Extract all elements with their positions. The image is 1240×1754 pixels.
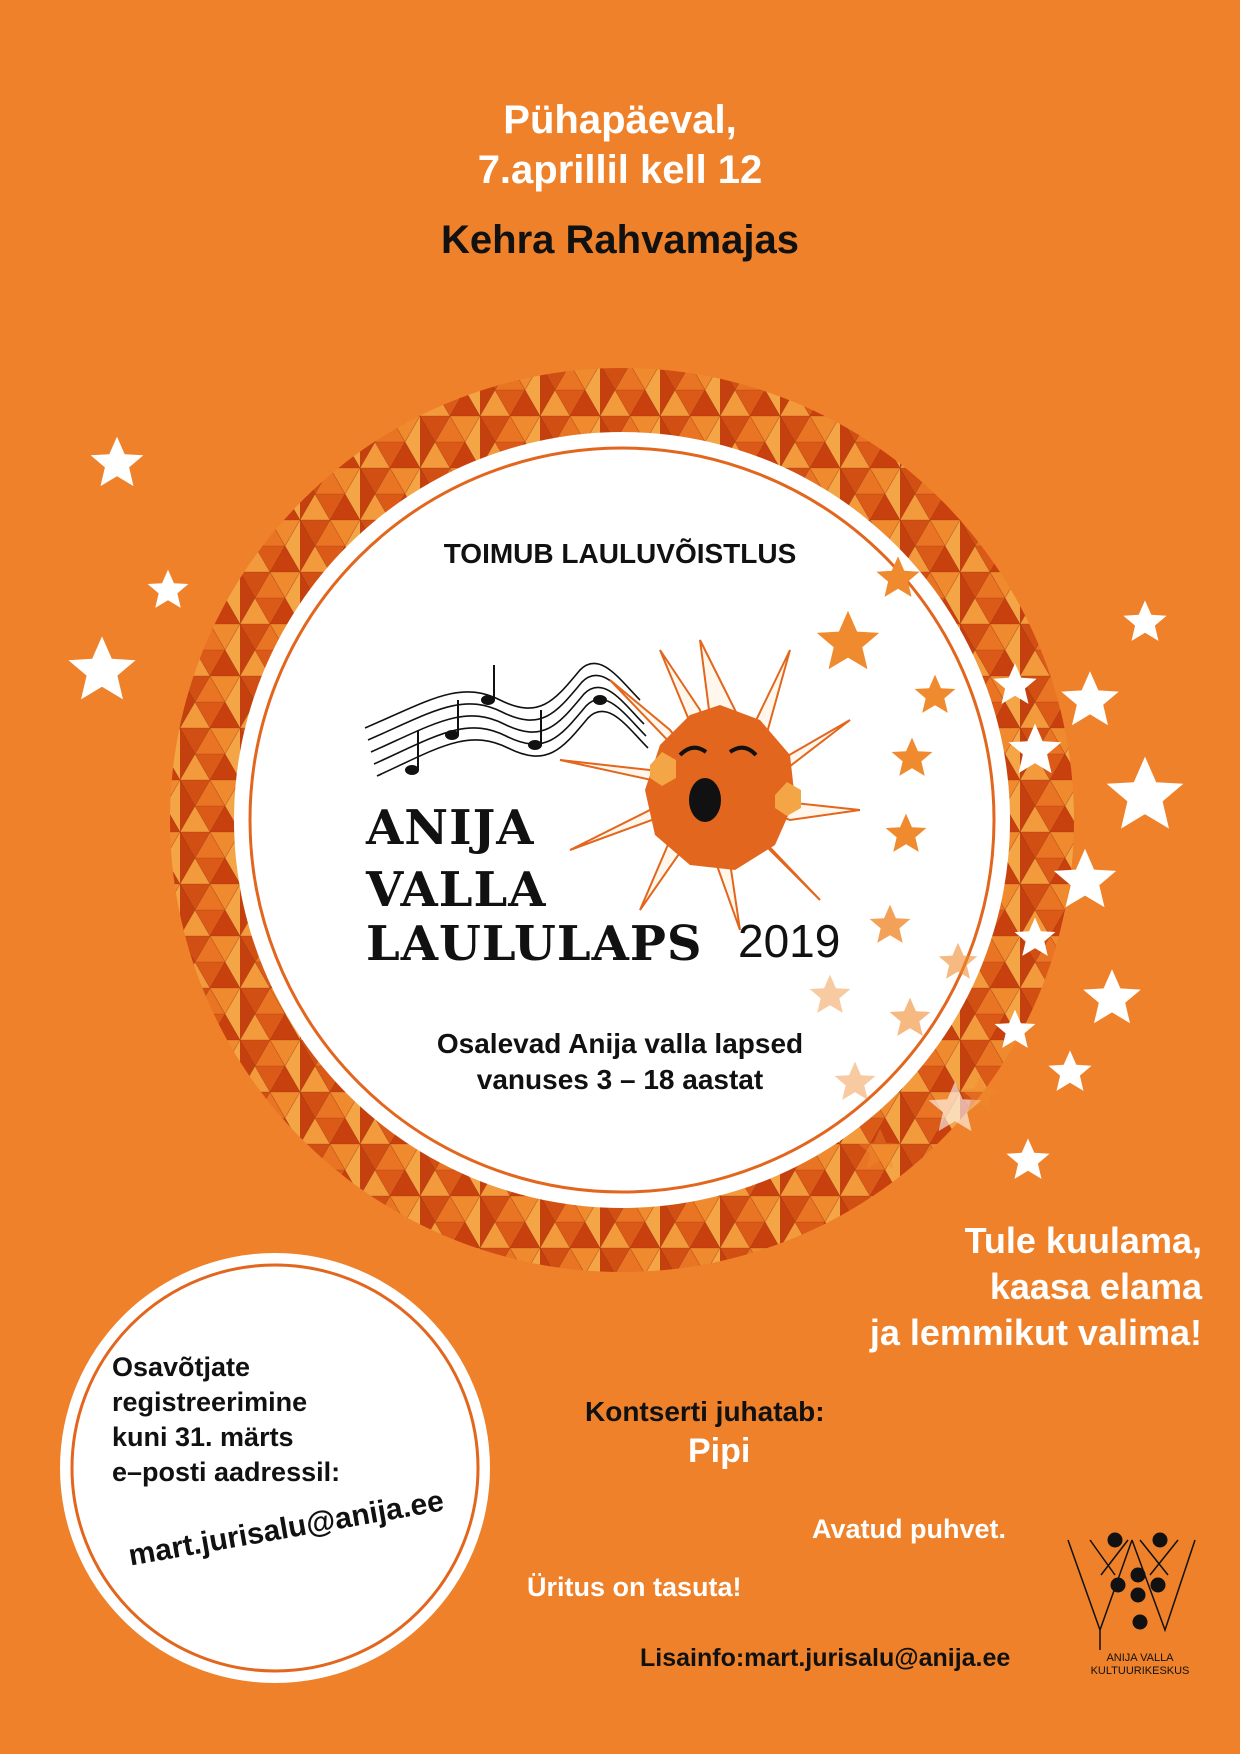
registration-line-1: Osavõtjate <box>112 1352 251 1382</box>
competition-label: TOIMUB LAULUVÕISTLUS <box>443 538 797 569</box>
logo-year: 2019 <box>738 915 841 967</box>
invite-line-3: ja lemmikut valima! <box>869 1312 1202 1353</box>
logo-line-2: VALLA <box>366 862 547 918</box>
host-name: Pipi <box>688 1432 751 1470</box>
host-label: Kontserti juhatab: <box>585 1396 825 1427</box>
logo-line-1: ANIJA <box>366 800 535 856</box>
participants-line-1: Osalevad Anija valla lapsed <box>436 1028 804 1059</box>
info-contact[interactable]: Lisainfo:mart.jurisalu@anija.ee <box>640 1644 1011 1672</box>
org-logo-line-2: KULTUURIKESKUS <box>1090 1665 1190 1677</box>
invite-line-1: Tule kuulama, <box>964 1220 1202 1261</box>
registration-line-4: e–posti aadressil: <box>112 1457 341 1487</box>
buffet-note: Avatud puhvet. <box>812 1514 1007 1544</box>
venue: Kehra Rahvamajas <box>441 218 799 262</box>
date-line-1: Pühapäeval, <box>503 98 737 142</box>
org-logo-icon <box>1068 1533 1195 1650</box>
participants-line-2: vanuses 3 – 18 aastat <box>476 1064 764 1095</box>
invite-line-2: kaasa elama <box>989 1266 1202 1307</box>
free-entry-note: Üritus on tasuta! <box>527 1572 742 1602</box>
org-logo-line-1: ANIJA VALLA <box>1106 1652 1174 1664</box>
registration-line-2: registreerimine <box>112 1387 308 1417</box>
registration-email[interactable]: mart.jurisalu@anija.ee <box>126 1484 447 1573</box>
logo-line-3: LAULULAPS <box>366 916 703 972</box>
date-line-2: 7.aprillil kell 12 <box>477 148 763 192</box>
registration-line-3: kuni 31. märts <box>112 1422 294 1452</box>
